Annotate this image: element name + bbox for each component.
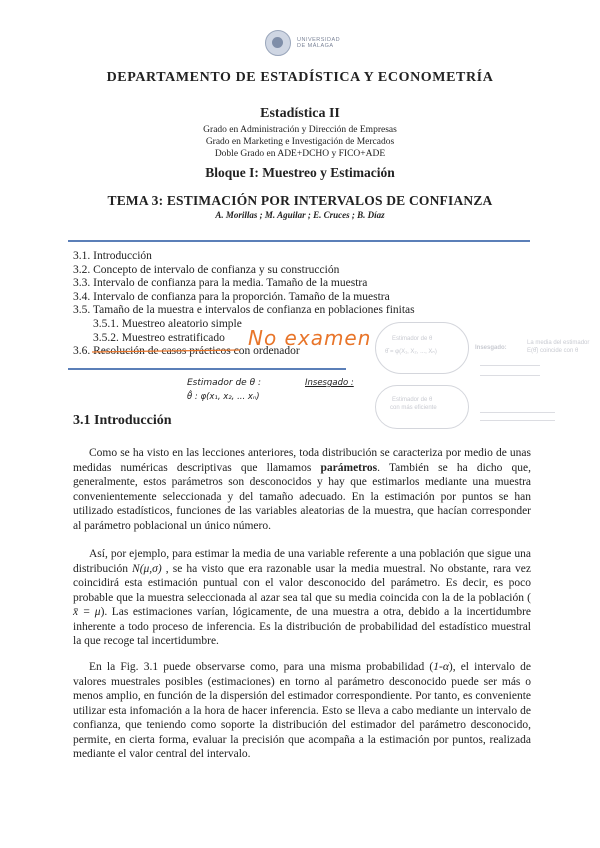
toc-subitem: 3.5.1. Muestreo aleatorio simple (93, 317, 242, 330)
watermark-text: La media del estimador (527, 340, 590, 346)
authors-line: A. Morillas ; M. Aguilar ; E. Cruces ; B. Díaz (215, 210, 385, 220)
handwritten-insesgado: Insesgado : (305, 378, 354, 388)
department-title: DEPARTAMENTO DE ESTADÍSTICA Y ECONOMETRÍA (106, 70, 494, 85)
math-expression: 1-α (433, 661, 449, 673)
toc-item: 3.4. Intervalo de confianza para la proporción. Tamaño de la muestra (73, 290, 390, 303)
toc-item: 3.3. Intervalo de confianza para la media. Tamaño de la muestra (73, 277, 368, 290)
degree-line-2: Grado en Marketing e Investigación de Mercados (205, 137, 395, 147)
paragraph-text: ). Las estimaciones varían, lógicamente, de una muestra a otra, debido a la incertidumbre inherente a todo proceso de inferencia. Es la distribución de probabilidad del estadístico muestral la que recoge tal incertidumbre. (73, 606, 531, 647)
toc-item: 3.1. Introducción (73, 250, 152, 262)
paragraph-3 (73, 660, 531, 762)
handwritten-estimador: Estimador de θ : (187, 378, 261, 388)
handwritten-no-examen: No examen (248, 326, 372, 350)
paragraph-text: , se ha visto que era razonable usar la media muestral. No obstante, rara vez coincidirá esta estimación puntual con el valor desconocido del parámetro. Es decir, es poco probable que la muestra seleccionada al azar sea tal que su media coincida con la de la población ( (73, 562, 531, 604)
watermark-line (480, 420, 555, 421)
paragraph-text: En la Fig. 3.1 puede observarse como, para una misma probabilidad ( (89, 661, 434, 673)
paragraph-text: . También se ha dicho que, generalmente, estos parámetros son desconocidos y hay que estimarlos mediante una muestra convenientemente seleccionada y del tamaño adecuado. En la estimación por puntos se han utilizado estadísticos, funciones de las variables aleatorias de la muestra, que hacían corresponder al parámetro poblacional un único número. (73, 461, 531, 532)
watermark-text: con más eficiente (390, 405, 437, 411)
logo-text-line1: UNIVERSIDAD (297, 37, 341, 43)
watermark-line (480, 375, 540, 376)
watermark-text: Estimador de θ (392, 397, 433, 403)
degree-line-1: Grado en Administración y Dirección de Empresas (203, 125, 397, 135)
toc-item: 3.6. Resolución de casos prácticos con ordenador (73, 345, 300, 358)
university-logo (265, 30, 340, 56)
math-expression: N(μ,σ) (132, 562, 162, 575)
math-expression: x̄ = μ (73, 606, 101, 618)
watermark-text: Estimador de θ (392, 336, 433, 342)
toc-bottom-rule (68, 368, 346, 370)
paragraph-2 (73, 547, 531, 649)
paragraph-text: Como se ha visto en las lecciones anteriores, toda distribución se caracteriza por medio de unas medidas numéricas descriptivas que llamamos (73, 447, 531, 474)
toc-top-rule (68, 240, 530, 242)
watermark-text: E(θ̂) coincide con θ (527, 348, 579, 354)
paragraph-text: ), el intervalo de valores muestrales posibles (estimaciones) en torno al parámetro desconocido puede ser más o menos amplio, en función de la dispersión del estimador correspondiente. Por tanto, es conveniente utilizar esta infomación a la hora de hacer inferencia. Esto se lleva a cabo mediante un intervalo de confianza, que teniendo como soporte la distribución del estimador del parámetro desconocido, permite, en cierta forma, evaluar la precisión que acompaña a la estimación por puntos, realizada mediante el valor central del intervalo. (73, 661, 531, 760)
watermark-text: Insesgado: (475, 345, 507, 351)
logo-text-line2: DE MÁLAGA (297, 43, 334, 49)
block-title: Bloque I: Muestreo y Estimación (205, 165, 395, 180)
toc-item: 3.2. Concepto de intervalo de confianza y su construcción (73, 263, 340, 276)
university-seal-icon (265, 30, 291, 56)
topic-title: TEMA 3: ESTIMACIÓN POR INTERVALOS DE CONFIANZA (107, 193, 493, 208)
paragraph-1 (73, 446, 531, 533)
watermark-line (480, 412, 555, 413)
handwritten-formula: θ̂ : φ(x₁, x₂, ... xₙ) (187, 392, 260, 402)
watermark-line (480, 365, 540, 366)
toc-subitem: 3.5.2. Muestreo estratificado (93, 331, 225, 344)
toc-item: 3.5. Tamaño de la muestra e intervalos de confianza en poblaciones finitas (73, 304, 415, 317)
section-title: 3.1 Introducción (73, 413, 172, 428)
degree-line-3: Doble Grado en ADE+DCHO y FICO+ADE (214, 149, 386, 159)
bold-term: parámetros (320, 461, 378, 474)
watermark-text: θ̂ = φ(X₁, X₂, ..., Xₙ) (385, 349, 437, 355)
subject-title: Estadística II (260, 106, 340, 121)
paragraph-text: Así, por ejemplo, para estimar la media de una variable referente a una población que sigue una distribución (73, 548, 531, 575)
